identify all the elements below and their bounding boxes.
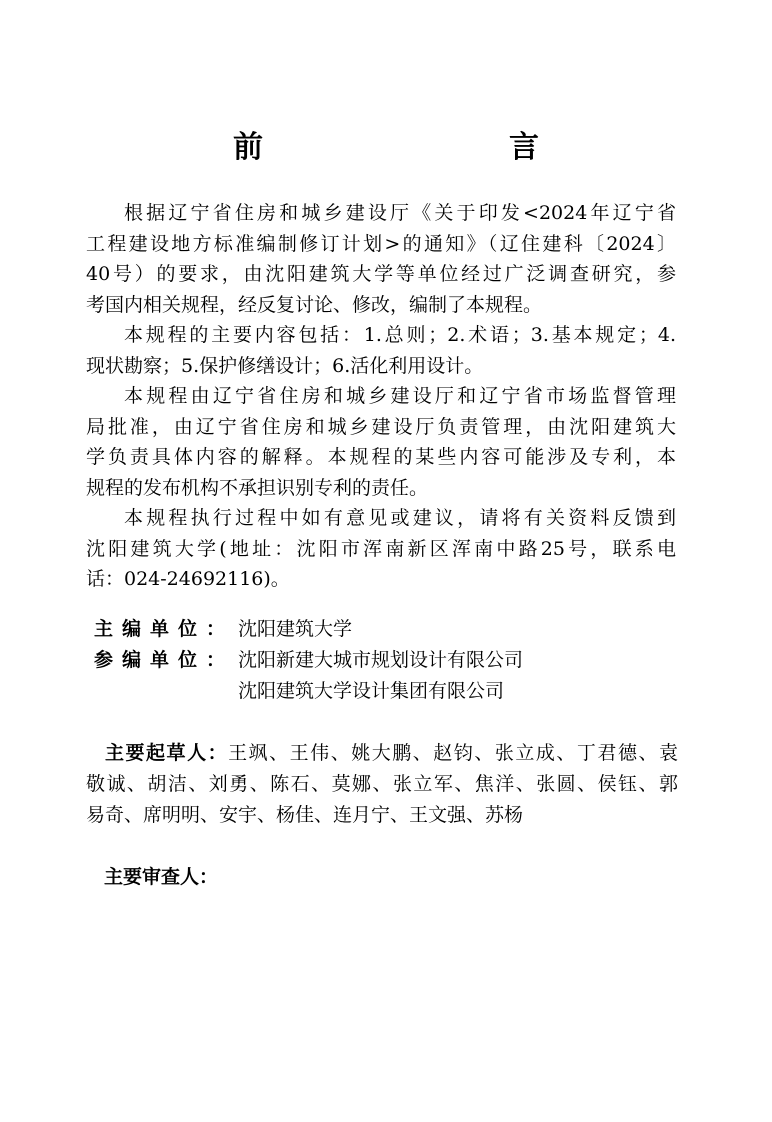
drafters-line: 敬诚、胡洁、刘勇、陈石、莫娜、张立军、焦洋、张圆、侯钰、郭 xyxy=(86,773,678,795)
text-line: 根据辽宁省住房和城乡建设厅《关于印发<2024年辽宁省 xyxy=(124,202,676,224)
text-line: 本规程由辽宁省住房和城乡建设厅和辽宁省市场监督管理 xyxy=(124,385,676,407)
drafters-section xyxy=(86,738,678,831)
participating-row xyxy=(94,645,694,707)
chief-editor-label: 主编单位： xyxy=(94,618,235,640)
drafters-names: 王飒、王伟、姚大鹏、赵钧、张立成、丁君德、袁 xyxy=(228,742,678,764)
text-line: 局批准，由辽宁省住房和城乡建设厅负责管理，由沈阳建筑大 xyxy=(86,415,676,438)
reviewers-label: 主要审查人： xyxy=(104,866,219,888)
paragraph-contents xyxy=(86,320,676,381)
participating-unit: 沈阳新建大城市规划设计有限公司 xyxy=(238,649,524,671)
paragraph-feedback xyxy=(86,503,676,595)
units-section xyxy=(94,614,694,707)
participating-label: 参编单位： xyxy=(94,649,235,671)
text-line: 考国内相关规程，经反复讨论、修改，编制了本规程。 xyxy=(86,293,543,316)
preface-body xyxy=(86,198,676,595)
text-line: 现状勘察；5.保护修缮设计；6.活化利用设计。 xyxy=(86,354,484,377)
text-line: 工程建设地方标准编制修订计划>的通知》（辽住建科〔2024〕 xyxy=(86,232,676,255)
text-line: 规程的发布机构不承担识别专利的责任。 xyxy=(86,476,429,499)
page-title: 前 言 xyxy=(233,130,601,165)
text-line: 沈阳建筑大学(地址：沈阳市浑南新区浑南中路25号，联系电 xyxy=(86,537,676,560)
drafters-line xyxy=(86,738,678,769)
chief-editor-row xyxy=(94,614,694,645)
paragraph-basis xyxy=(86,198,676,320)
participating-unit: 沈阳建筑大学设计集团有限公司 xyxy=(238,680,505,702)
text-line: 本规程执行过程中如有意见或建议，请将有关资料反馈到 xyxy=(124,507,676,529)
text-line: 学负责具体内容的解释。本规程的某些内容可能涉及专利，本 xyxy=(86,446,676,468)
paragraph-approval xyxy=(86,381,676,503)
text-line: 40号）的要求，由沈阳建筑大学等单位经过广泛调查研究，参 xyxy=(86,263,676,285)
text-line: 本规程的主要内容包括：1.总则；2.术语；3.基本规定；4. xyxy=(124,324,676,346)
reviewers-section xyxy=(104,862,218,893)
chief-editor-values xyxy=(238,614,352,645)
chief-editor-unit: 沈阳建筑大学 xyxy=(238,618,353,640)
participating-values xyxy=(238,645,523,707)
text-line: 话：024-24692116)。 xyxy=(86,568,290,590)
drafters-label: 主要起草人： xyxy=(105,742,229,764)
drafters-line: 易奇、席明明、安宇、杨佳、连月宁、王文强、苏杨 xyxy=(86,804,524,826)
